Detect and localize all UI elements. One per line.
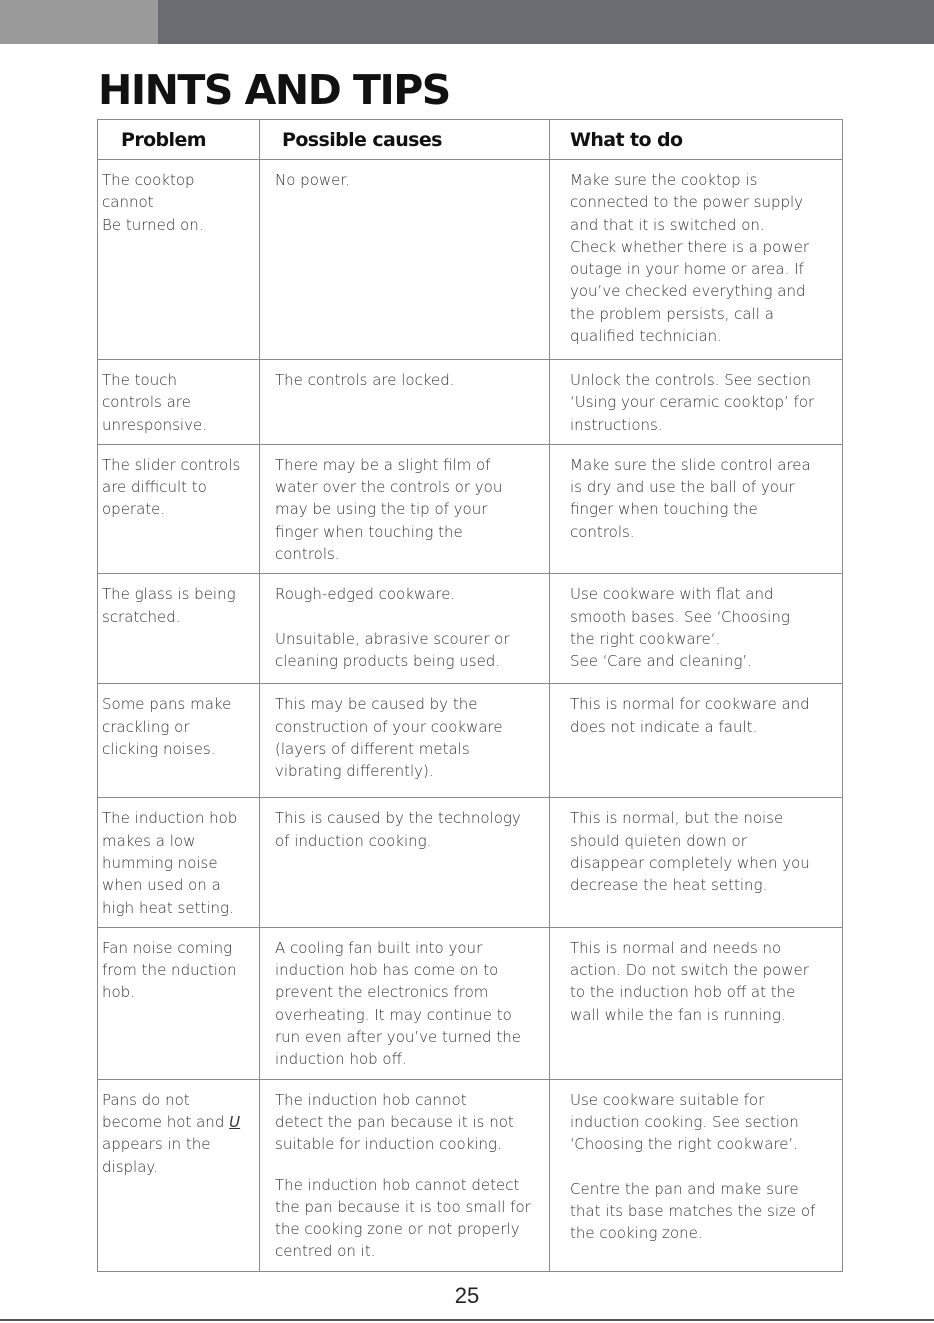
table-row <box>98 360 843 445</box>
table-header-row <box>98 120 843 160</box>
header-problem: Problem <box>98 120 260 160</box>
table-row <box>98 160 843 360</box>
table-row <box>98 684 843 798</box>
problem-cell: The cooktop cannot Be turned on. <box>98 160 260 360</box>
causes-cell: No power. <box>260 160 550 360</box>
table-row <box>98 444 843 573</box>
table-row <box>98 927 843 1079</box>
table-row <box>98 1079 843 1271</box>
causes-cell: This is caused by the technology of induction cooking. <box>260 798 550 927</box>
page-title: HINTS AND TIPS <box>98 66 450 114</box>
action-cell: Use cookware suitable for induction cooking. See section ‘Choosing the right cookware’. Centre the pan and make sure that its base matches the size of the cooking zone. <box>550 1079 843 1271</box>
hints-table <box>97 119 843 1272</box>
table-row <box>98 798 843 927</box>
header-what-to-do: What to do <box>550 120 843 160</box>
causes-cell: There may be a slight film of water over the controls or you may be using the tip of your finger when touching the controls. <box>260 444 550 573</box>
causes-cell: The induction hob cannot detect the pan because it is not suitable for induction cooking. The induction hob cannot detect the pan because it is too small for the cooking zone or not properly centred on it. <box>260 1079 550 1271</box>
action-cell: This is normal for cookware and does not indicate a fault. <box>550 684 843 798</box>
action-cell: Make sure the cooktop is connected to the power supply and that it is switched on. Check whether there is a power outage in your home or area. If you’ve checked everything and the problem persists, call a qualified technician. <box>550 160 843 360</box>
problem-cell: Fan noise coming from the nduction hob. <box>98 927 260 1079</box>
action-cell: Use cookware with flat and smooth bases. See ‘Choosing the right cookware‘. See ‘Care and cleaning’. <box>550 574 843 684</box>
problem-cell: The glass is being scratched. <box>98 574 260 684</box>
bottom-rule <box>0 1319 934 1321</box>
pan-detect-symbol: U <box>229 1112 241 1131</box>
table-row <box>98 574 843 684</box>
problem-cell: Pans do not become hot and U appears in the display. <box>98 1079 260 1271</box>
problem-cell: Some pans make crackling or clicking noises. <box>98 684 260 798</box>
problem-cell: The touch controls are unresponsive. <box>98 360 260 445</box>
causes-cell: This may be caused by the construction of your cookware (layers of different metals vibrating differently). <box>260 684 550 798</box>
header-band-right <box>158 0 934 44</box>
page-number: 25 <box>454 1283 480 1308</box>
causes-cell: The controls are locked. <box>260 360 550 445</box>
action-cell: Make sure the slide control area is dry and use the ball of your finger when touching the controls. <box>550 444 843 573</box>
action-cell: Unlock the controls. See section ‘Using your ceramic cooktop’ for instructions. <box>550 360 843 445</box>
causes-cell: A cooling fan built into your induction hob has come on to prevent the electronics from overheating. It may continue to run even after you’ve turned the induction hob off. <box>260 927 550 1079</box>
action-cell: This is normal, but the noise should quieten down or disappear completely when you decrease the heat setting. <box>550 798 843 927</box>
header-possible-causes: Possible causes <box>260 120 550 160</box>
action-cell: This is normal and needs no action. Do not switch the power to the induction hob off at the wall while the fan is running. <box>550 927 843 1079</box>
problem-cell: The induction hob makes a low humming noise when used on a high heat setting. <box>98 798 260 927</box>
problem-cell: The slider controls are difficult to operate. <box>98 444 260 573</box>
header-band-left <box>0 0 158 44</box>
causes-cell: Rough-edged cookware. Unsuitable, abrasive scourer or cleaning products being used. <box>260 574 550 684</box>
